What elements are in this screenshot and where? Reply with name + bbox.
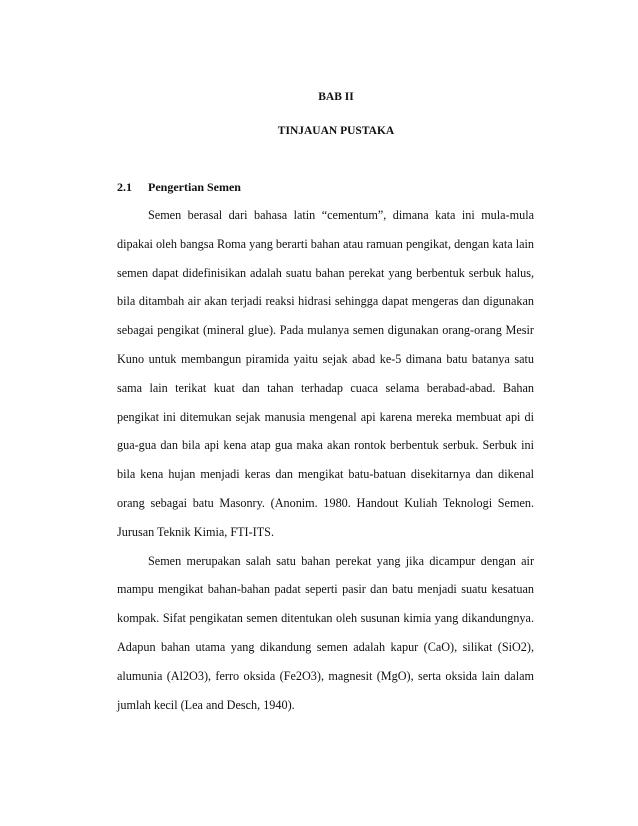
body-text — [117, 201, 534, 719]
section-title: Pengertian Semen — [148, 180, 241, 194]
section-heading — [117, 180, 241, 194]
paragraph-1: Semen berasal dari bahasa latin “cementum”, dimana kata ini mula-mula dipakai oleh bangsa Roma yang berarti bahan atau ramuan pengikat, dengan kata lain semen dapat didefinisikan adalah suatu bahan perekat yang berbentuk serbuk halus, bila ditambah air akan terjadi reaksi hidrasi sehingga dapat mengeras dan digunakan sebagai pengikat (mineral glue). Pada mulanya semen digunakan orang-orang Mesir Kuno untuk membangun piramida yaitu sejak abad ke-5 dimana batu batanya satu sama lain terikat kuat dan tahan terhadap cuaca selama berabad-abad. Bahan pengikat ini ditemukan sejak manusia mengenal api karena mereka membuat api di gua-gua dan bila api kena atap gua maka akan rontok berbentuk serbuk. Serbuk ini bila kena hujan menjadi keras dan mengikat batu-batuan disekitarnya dan dikenal orang sebagai batu Masonry. (Anonim. 1980. Handout Kuliah Teknologi Semen. Jurusan Teknik Kimia, FTI-ITS. — [117, 208, 534, 539]
paragraph-2: Semen merupakan salah satu bahan perekat yang jika dicampur dengan air mampu mengikat bahan-bahan padat seperti pasir dan batu menjadi suatu kesatuan kompak. Sifat pengikatan semen ditentukan oleh susunan kimia yang dikandungnya. Adapun bahan utama yang dikandung semen adalah kapur (CaO), silikat (SiO2), alumunia (Al2O3), ferro oksida (Fe2O3), magnesit (MgO), serta oksida lain dalam jumlah kecil (Lea and Desch, 1940). — [117, 553, 534, 712]
chapter-number: BAB II — [318, 91, 354, 103]
chapter-title: TINJAUAN PUSTAKA — [277, 125, 395, 137]
section-number: 2.1 — [117, 180, 132, 194]
